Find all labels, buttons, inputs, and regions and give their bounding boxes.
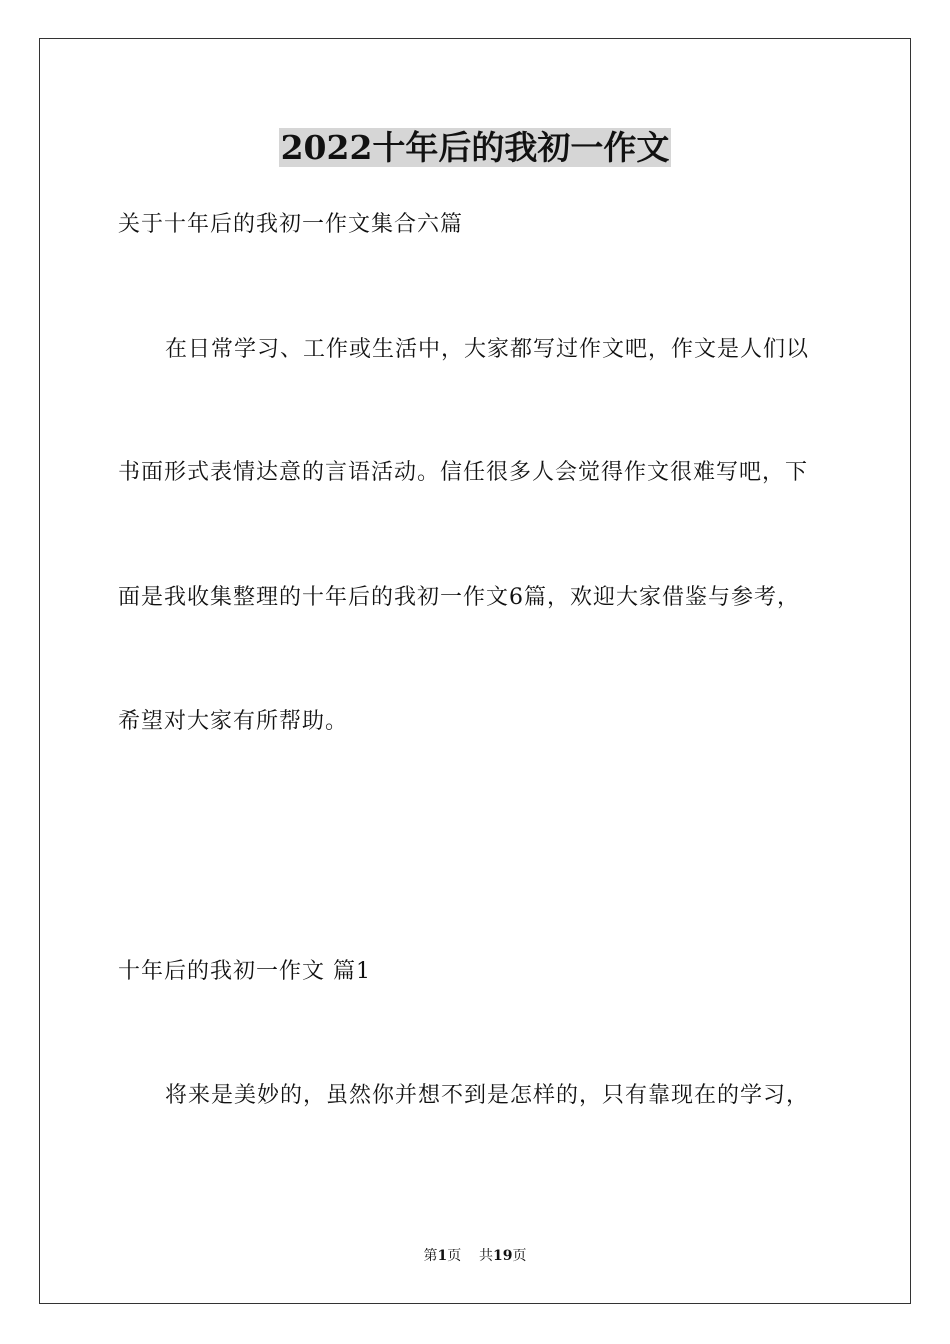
intro-line-2: 书面形式表情达意的言语活动。信任很多人会觉得作文很难写吧，下 [118, 460, 809, 485]
footer-page-prefix: 第 [423, 1248, 438, 1264]
page-footer [0, 1246, 950, 1266]
intro-line-1: 在日常学习、工作或生活中，大家都写过作文吧，作文是人们以 [165, 337, 810, 362]
footer-total-prefix: 共 [479, 1248, 494, 1264]
footer-page-suffix: 页 [447, 1248, 462, 1264]
document-title [0, 126, 950, 170]
document-subtitle: 关于十年后的我初一作文集合六篇 [118, 212, 464, 237]
intro-line-3: 面是我收集整理的十年后的我初一作文6篇，欢迎大家借鉴与参考， [118, 585, 800, 610]
footer-total-suffix: 页 [512, 1248, 527, 1264]
section-heading: 十年后的我初一作文 篇1 [118, 959, 371, 984]
footer-page-number: 1 [437, 1248, 448, 1264]
footer-total-pages: 19 [493, 1248, 513, 1264]
document-title-text: 2022十年后的我初一作文 [280, 128, 670, 167]
intro-line-4: 希望对大家有所帮助。 [118, 709, 349, 734]
section-paragraph-line-1: 将来是美妙的，虽然你并想不到是怎样的，只有靠现在的学习， [165, 1083, 810, 1108]
